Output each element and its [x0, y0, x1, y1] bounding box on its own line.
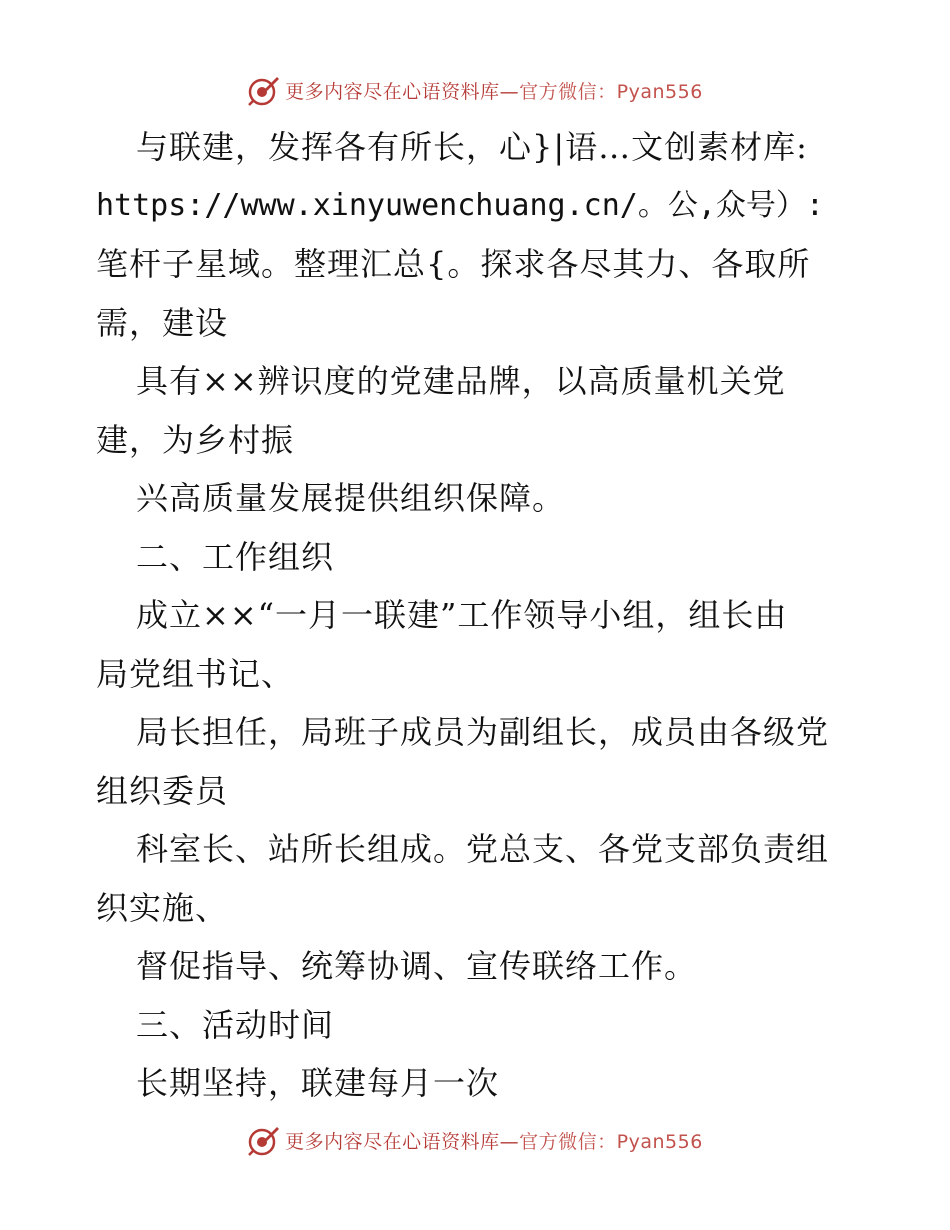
text-line: 织实施、	[96, 888, 229, 927]
text-line: https://www.xinyuwenchuang.cn/。公,众号）:	[96, 187, 824, 223]
banner-separator: —	[499, 80, 520, 103]
brand-logo-icon	[247, 73, 281, 107]
banner-contact: 官方微信：Pyan556	[519, 1130, 703, 1153]
banner-contact: 官方微信：Pyan556	[519, 80, 703, 103]
banner-text: 更多内容尽在心语资料库	[285, 80, 500, 103]
banner-separator: —	[499, 1130, 520, 1153]
text-line: 组织委员	[96, 771, 229, 810]
banner-text: 更多内容尽在心语资料库	[285, 1130, 500, 1153]
text-line: 长期坚持，联建每月一次	[136, 1064, 500, 1102]
text-line: 科室长、站所长组成。党总支、各党支部负责组	[136, 830, 830, 868]
text-line: 成立××“一月一联建”工作领导小组，组长由	[136, 596, 788, 634]
document-body	[96, 118, 856, 1113]
header-banner	[0, 70, 950, 110]
text-line: 需，建设	[96, 303, 229, 342]
section-heading: 二、工作组织	[136, 537, 335, 576]
text-line: 兴高质量发展提供组织保障。	[136, 479, 566, 517]
text-line: 建，为乡村振	[96, 420, 295, 459]
text-line: 局长担任，局班子成员为副组长，成员由各级党	[136, 713, 830, 751]
footer-banner	[0, 1120, 950, 1160]
text-line: 笔杆子星域。整理汇总{。探求各尽其力、各取所	[96, 245, 811, 283]
text-line: 局党组书记、	[96, 654, 295, 693]
text-line: 督促指导、统筹协调、宣传联络工作。	[136, 947, 698, 985]
brand-logo-icon	[247, 1123, 281, 1157]
text-line: 与联建，发挥各有所长，心}|语…文创素材库:	[136, 128, 808, 166]
text-line: 具有××辨识度的党建品牌，以高质量机关党	[136, 362, 786, 400]
section-heading: 三、活动时间	[136, 1005, 335, 1044]
